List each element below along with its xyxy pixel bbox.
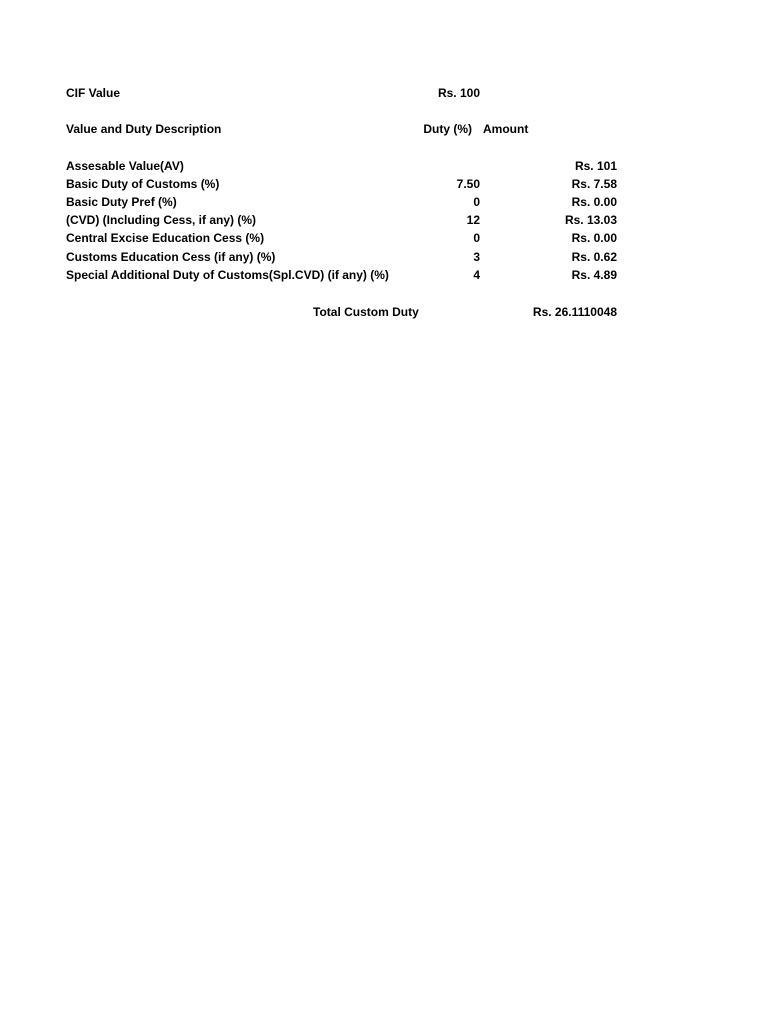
cif-value: Rs. 100 bbox=[437, 86, 480, 100]
row-description: Basic Duty Pref (%) bbox=[66, 195, 177, 209]
row-duty: 3 bbox=[473, 250, 480, 264]
row-duty: 0 bbox=[473, 195, 480, 209]
header-description: Value and Duty Description bbox=[66, 122, 222, 136]
row-duty: 0 bbox=[473, 231, 480, 245]
row-amount: Rs. 13.03 bbox=[564, 213, 617, 227]
header-duty: Duty (%) bbox=[423, 122, 472, 136]
cif-label: CIF Value bbox=[66, 86, 121, 100]
row-amount: Rs. 4.89 bbox=[571, 268, 617, 282]
row-amount: Rs. 7.58 bbox=[571, 177, 617, 191]
row-description: Special Additional Duty of Customs(Spl.CVD) (if any) (%) bbox=[66, 268, 389, 282]
total-label: Total Custom Duty bbox=[313, 305, 419, 319]
total-value: Rs. 26.1110048 bbox=[532, 305, 617, 319]
row-description: Basic Duty of Customs (%) bbox=[66, 177, 220, 191]
row-amount: Rs. 101 bbox=[574, 159, 617, 173]
row-description: Central Excise Education Cess (%) bbox=[66, 231, 265, 245]
row-description: Assesable Value(AV) bbox=[66, 159, 184, 173]
row-amount: Rs. 0.00 bbox=[571, 195, 617, 209]
row-duty: 12 bbox=[466, 213, 480, 227]
row-description: (CVD) (Including Cess, if any) (%) bbox=[66, 213, 257, 227]
row-duty: 4 bbox=[473, 268, 480, 282]
row-amount: Rs. 0.62 bbox=[571, 250, 617, 264]
header-amount: Amount bbox=[483, 122, 529, 136]
row-amount: Rs. 0.00 bbox=[571, 231, 617, 245]
row-description: Customs Education Cess (if any) (%) bbox=[66, 250, 276, 264]
row-duty: 7.50 bbox=[456, 177, 480, 191]
